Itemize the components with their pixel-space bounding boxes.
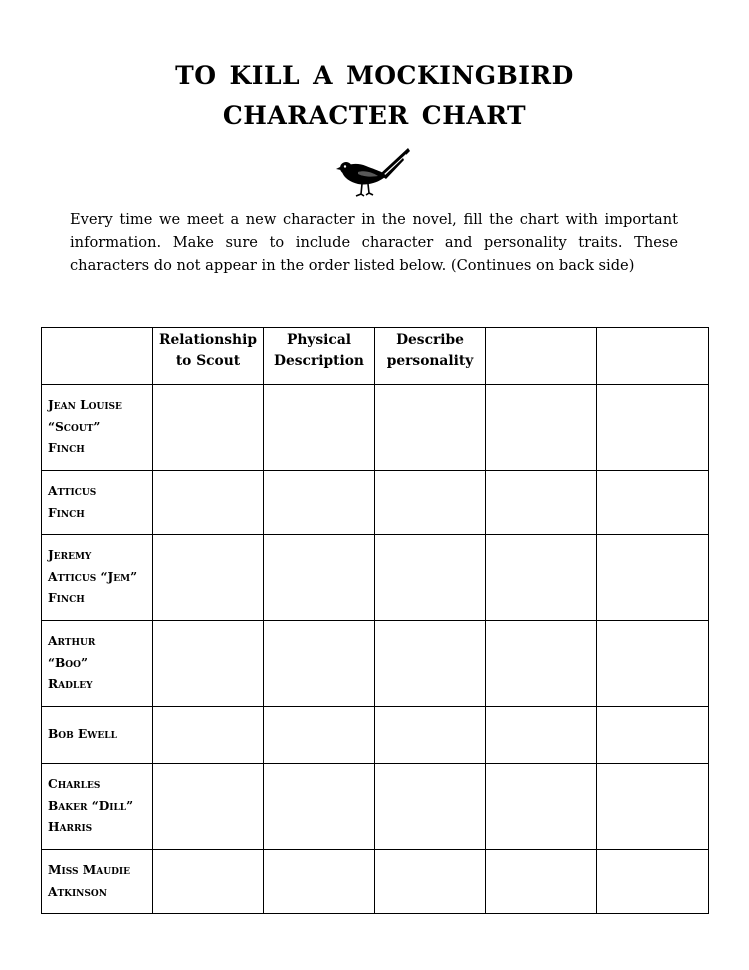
chart-body [42, 385, 709, 914]
chart-entry-cell[interactable] [153, 471, 264, 535]
chart-entry-cell[interactable] [486, 535, 597, 621]
character-name-text: Arthur [48, 634, 96, 649]
chart-entry-cell[interactable] [597, 764, 709, 850]
header-cell-4 [486, 328, 597, 385]
chart-entry-cell[interactable] [486, 385, 597, 471]
header-text: personality [386, 353, 474, 369]
character-name-cell [42, 850, 153, 914]
header-text: to Scout [175, 353, 241, 369]
chart-entry-cell[interactable] [375, 621, 486, 707]
character-name-text: Finch [48, 505, 85, 520]
character-name-cell [42, 535, 153, 621]
chart-entry-cell[interactable] [264, 471, 375, 535]
mockingbird-icon [336, 144, 416, 200]
chart-entry-cell[interactable] [486, 707, 597, 764]
chart-entry-cell[interactable] [597, 385, 709, 471]
character-name-text: Atticus [48, 484, 97, 498]
chart-entry-cell[interactable] [153, 535, 264, 621]
table-row [42, 621, 709, 707]
chart-entry-cell[interactable] [264, 764, 375, 850]
chart-entry-cell[interactable] [375, 850, 486, 914]
table-row [42, 707, 709, 764]
character-name-cell [42, 385, 153, 471]
chart-entry-cell[interactable] [597, 621, 709, 707]
character-name-text: Bob Ewell [48, 727, 117, 742]
chart-entry-cell[interactable] [264, 707, 375, 764]
chart-entry-cell[interactable] [375, 471, 486, 535]
chart-entry-cell[interactable] [597, 471, 709, 535]
chart-entry-cell[interactable] [597, 707, 709, 764]
character-name-cell [42, 471, 153, 535]
chart-entry-cell[interactable] [486, 850, 597, 914]
character-chart-table [41, 327, 709, 914]
table-row [42, 535, 709, 621]
chart-entry-cell[interactable] [375, 385, 486, 471]
character-name-text: “Boo” [48, 655, 89, 670]
character-name-text: Finch [48, 591, 85, 606]
character-name-text: Baker “Dill” [48, 798, 134, 813]
chart-entry-cell[interactable] [486, 471, 597, 535]
character-name-text: Jean Louise [48, 398, 122, 413]
header-cell-2 [264, 328, 375, 385]
chart-entry-cell[interactable] [264, 385, 375, 471]
instructions-paragraph: Every time we meet a new character in the novel, fill the chart with important information. Make sure to include character and personality traits. These characters do not appear in the order listed below. (Continues on back side) [70, 211, 678, 274]
chart-entry-cell[interactable] [153, 707, 264, 764]
chart-entry-cell[interactable] [264, 621, 375, 707]
table-row [42, 471, 709, 535]
chart-entry-cell[interactable] [486, 764, 597, 850]
header-cell-3 [375, 328, 486, 385]
character-name-text: Atkinson [48, 884, 107, 899]
chart-entry-cell[interactable] [264, 535, 375, 621]
header-row [42, 328, 709, 385]
character-name-text: Harris [48, 820, 93, 835]
chart-entry-cell[interactable] [597, 850, 709, 914]
chart-entry-cell[interactable] [375, 764, 486, 850]
chart-entry-cell[interactable] [153, 621, 264, 707]
table-row [42, 850, 709, 914]
character-name-cell [42, 621, 153, 707]
table-row [42, 385, 709, 471]
chart-entry-cell[interactable] [153, 764, 264, 850]
character-name-cell [42, 707, 153, 764]
header-cell-5 [597, 328, 709, 385]
chart-entry-cell[interactable] [375, 535, 486, 621]
page-title [0, 52, 749, 132]
chart-entry-cell[interactable] [264, 850, 375, 914]
chart-entry-cell[interactable] [486, 621, 597, 707]
header-text: Description [274, 353, 364, 369]
header-text: Physical [286, 332, 351, 348]
chart-entry-cell[interactable] [153, 385, 264, 471]
character-name-text: Charles [48, 777, 101, 792]
table-row [42, 764, 709, 850]
header-cell-1 [153, 328, 264, 385]
header-text: Relationship [159, 332, 257, 348]
title-line-1: to kill a mockingbird [175, 51, 574, 93]
chart-entry-cell[interactable] [597, 535, 709, 621]
character-name-text: Finch [48, 441, 85, 456]
character-name-text: Miss Maudie [48, 863, 130, 877]
character-name-text: Radley [48, 677, 93, 692]
character-name-text: “Scout” [48, 419, 101, 434]
header-text: Describe [396, 332, 464, 348]
character-name-cell [42, 764, 153, 850]
character-name-text: Atticus “Jem” [48, 569, 138, 584]
chart-entry-cell[interactable] [375, 707, 486, 764]
title-line-2: character chart [222, 91, 527, 133]
character-name-text: Jeremy [48, 548, 92, 563]
chart-entry-cell[interactable] [153, 850, 264, 914]
header-cell-0 [42, 328, 153, 385]
